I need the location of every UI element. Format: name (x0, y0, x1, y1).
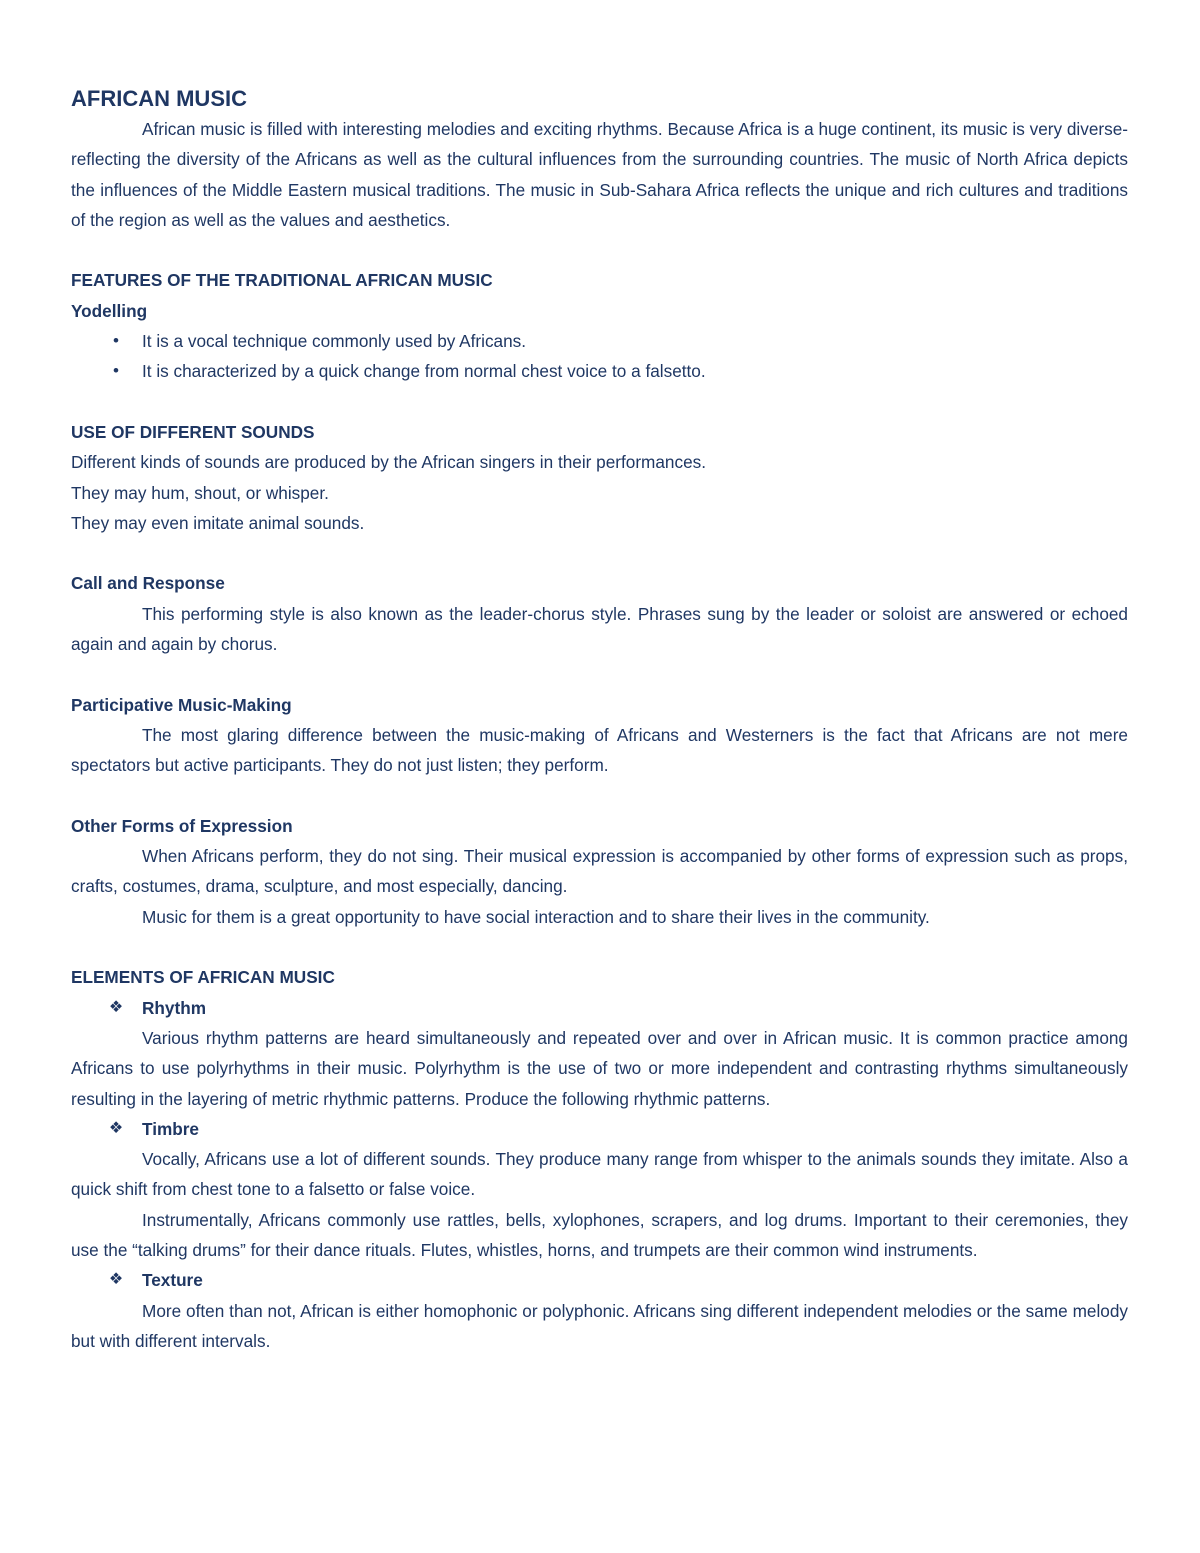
sounds-line: Different kinds of sounds are produced by the African singers in their performances. (71, 452, 707, 473)
intro-paragraph: African music is filled with interesting melodies and exciting rhythms. Because Africa is a huge continent, its music is very diverse-reflecting the diversity of the Africans as well as the cultural influences from the surrounding countries. The music of North Africa depicts the influences of the Middle Eastern musical traditions. The music in Sub-Sahara Africa reflects the unique and rich cultures and traditions of the region as well as the values and aesthetics. (71, 119, 1128, 230)
diamond-bullet-icon: ❖ (108, 998, 124, 1016)
texture-paragraph: More often than not, African is either homophonic or polyphonic. Africans sing different independent melodies or the same melody but with different intervals. (71, 1300, 1128, 1351)
timbre-paragraph: Instrumentally, Africans commonly use rattles, bells, xylophones, scrapers, and log drums. Important to their ceremonies, they use the “talking drums” for their dance rituals. Flutes, whistles, horns, and trumpets are their common wind instruments. (71, 1209, 1128, 1260)
timbre-heading (71, 1114, 1128, 1144)
call-response-paragraph: This performing style is also known as the leader-chorus style. Phrases sung by the leader or soloist are answered or echoed again and again by chorus. (71, 603, 1128, 655)
diamond-bullet-icon: ❖ (108, 1271, 124, 1289)
bullet-icon: • (113, 331, 119, 351)
elements-heading: ELEMENTS OF AFRICAN MUSIC (71, 967, 335, 988)
spacer (71, 932, 1128, 962)
spacer (71, 387, 1128, 417)
sounds-line: They may even imitate animal sounds. (71, 512, 365, 533)
document-title: AFRICAN MUSIC (71, 86, 247, 111)
other-forms-heading: Other Forms of Expression (71, 815, 293, 836)
list-item-text: It is a vocal technique commonly used by Africans. (142, 331, 527, 352)
diamond-bullet-icon: ❖ (108, 1119, 124, 1137)
timbre-paragraph: Vocally, Africans use a lot of different sounds. They produce many range from whisper to the animals sounds they imitate. Also a quick shift from chest tone to a falsetto or false voice. (71, 1149, 1128, 1200)
timbre-heading-text: Timbre (142, 1118, 199, 1139)
sounds-heading: USE OF DIFFERENT SOUNDS (71, 421, 315, 442)
yodelling-list (71, 326, 1128, 387)
bullet-icon: • (113, 361, 119, 381)
participative-heading: Participative Music-Making (71, 694, 292, 715)
rhythm-heading-text: Rhythm (142, 997, 206, 1018)
yodelling-heading: Yodelling (71, 300, 148, 321)
features-heading: FEATURES OF THE TRADITIONAL AFRICAN MUSIC (71, 270, 493, 291)
spacer (71, 538, 1128, 568)
rhythm-paragraph: Various rhythm patterns are heard simultaneously and repeated over and over in African music. It is common practice among Africans to use polyrhythms in their music. Polyrhythm is the use of two or more independent and contrasting rhythms simultaneously resulting in the layering of metric rhythmic patterns. Produce the following rhythmic patterns. (71, 1027, 1128, 1109)
participative-paragraph: The most glaring difference between the music-making of Africans and Westerners is the fact that Africans are not mere spectators but active participants. They do not just listen; they perform. (71, 724, 1128, 776)
texture-heading (71, 1265, 1128, 1295)
spacer (71, 235, 1128, 265)
other-forms-paragraph: Music for them is a great opportunity to have social interaction and to share their lives in the community. (142, 906, 930, 927)
list-item-text: It is characterized by a quick change from normal chest voice to a falsetto. (142, 361, 706, 382)
texture-heading-text: Texture (142, 1270, 203, 1291)
spacer (71, 659, 1128, 689)
list-item (71, 326, 1128, 356)
call-response-heading: Call and Response (71, 573, 225, 594)
rhythm-heading (71, 993, 1128, 1023)
spacer (71, 781, 1128, 811)
other-forms-paragraph: When Africans perform, they do not sing. Their musical expression is accompanied by other forms of expression such as props, crafts, costumes, drama, sculpture, and most especially, dancing. (71, 846, 1128, 897)
sounds-line: They may hum, shout, or whisper. (71, 482, 329, 503)
list-item (71, 356, 1128, 386)
